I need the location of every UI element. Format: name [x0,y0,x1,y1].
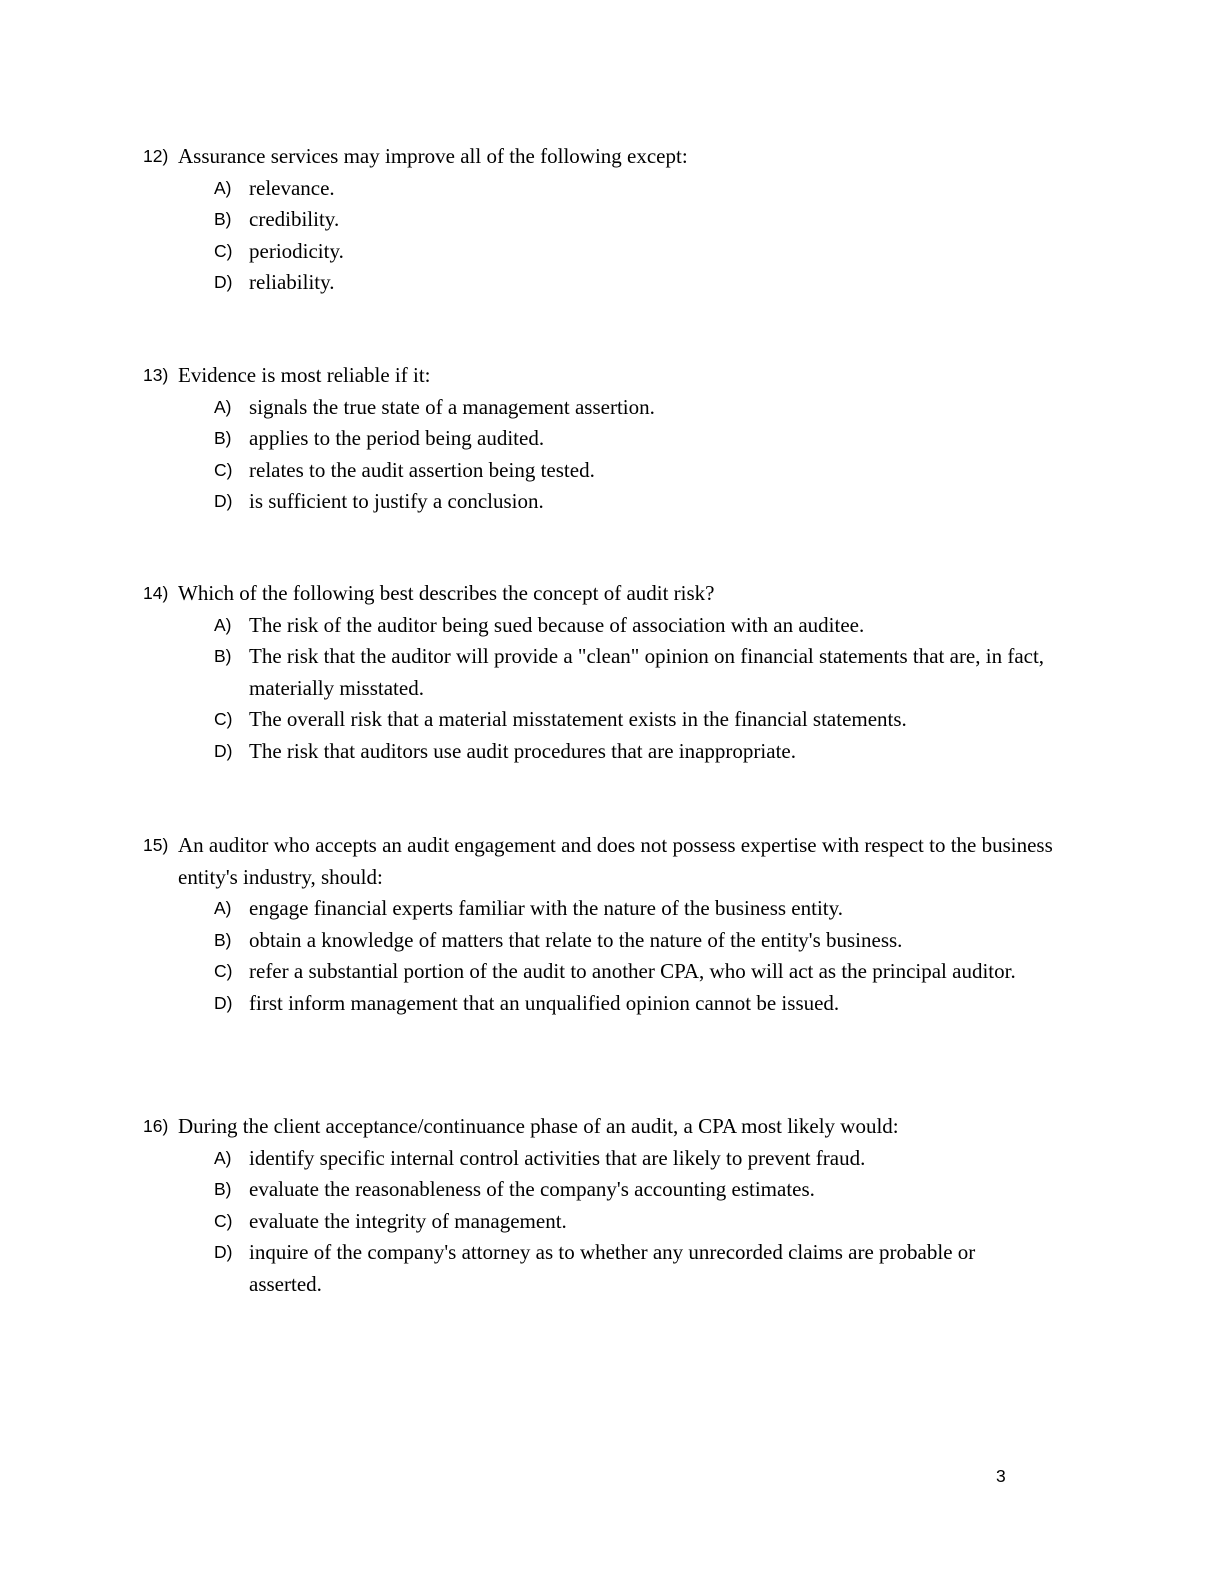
option-text: evaluate the reasonableness of the company's accounting estimates. [249,1177,815,1201]
answer-option [214,486,1063,518]
option-letter: A) [214,177,232,198]
answer-option [214,610,1063,642]
option-text: The risk of the auditor being sued because of association with an auditee. [249,612,865,637]
answer-option [214,988,1063,1020]
question-block [143,578,1063,767]
option-text: relevance. [249,175,335,200]
option-text: is sufficient to justify a conclusion. [249,489,544,513]
question-text: Evidence is most reliable if it: [178,363,431,387]
option-text: refer a substantial portion of the audit to another CPA, who will act as the principal auditor. [249,959,1016,983]
option-text: identify specific internal control activities that are likely to prevent fraud. [249,1145,866,1170]
option-text: obtain a knowledge of matters that relate to the nature of the entity's business. [249,927,903,952]
answer-option [214,267,1063,299]
question-stem [143,830,1063,893]
question-block [143,141,1063,299]
question-stem [143,360,1063,392]
option-text: The risk that the auditor will provide a "clean" opinion on financial statements that are, in fact, materially misstated. [249,644,1045,700]
question-number: 13) [143,365,169,385]
question-number: 14) [143,583,169,603]
option-text: applies to the period being audited. [249,426,545,450]
option-letter: B) [214,209,232,229]
answer-option [214,704,1063,736]
option-letter: A) [214,396,232,417]
option-text: The risk that auditors use audit procedures that are inappropriate. [249,738,796,763]
option-letter: D) [214,491,233,511]
answer-option [214,173,1063,205]
answer-option [214,455,1063,487]
question-block [143,830,1063,1019]
question-stem [143,578,1063,610]
option-text: signals the true state of a management assertion. [249,394,655,419]
page-number: 3 [996,1466,1006,1486]
answer-option [214,956,1063,988]
answer-option [214,736,1063,768]
option-text: relates to the audit assertion being tested. [249,457,595,482]
question-number: 15) [143,835,169,855]
answer-option [214,392,1063,424]
option-text: credibility. [249,207,340,231]
answer-option [214,1174,1063,1206]
option-letter: D) [214,272,233,292]
question-number: 16) [143,1116,169,1136]
answer-option [214,1237,1063,1300]
answer-option [214,925,1063,957]
option-letter: B) [214,929,232,950]
answer-option [214,204,1063,236]
option-letter: C) [214,240,233,261]
question-block [143,360,1063,518]
question-stem [143,141,1063,173]
answer-option [214,1143,1063,1175]
option-text: periodicity. [249,238,344,263]
option-text: evaluate the integrity of management. [249,1208,567,1233]
option-text: reliability. [249,270,335,294]
option-letter: A) [214,1147,232,1168]
question-text: During the client acceptance/continuance phase of an audit, a CPA most likely would: [178,1114,899,1138]
option-letter: C) [214,961,233,981]
question-block [143,1111,1063,1300]
option-letter: D) [214,1242,233,1262]
answer-option [214,893,1063,925]
option-letter: B) [214,646,232,666]
question-stem [143,1111,1063,1143]
question-text: Assurance services may improve all of the following except: [178,144,688,168]
option-text: inquire of the company's attorney as to whether any unrecorded claims are probable or asserted. [249,1240,976,1296]
option-text: first inform management that an unqualified opinion cannot be issued. [249,990,840,1015]
option-letter: B) [214,428,232,448]
answer-option [214,641,1063,704]
option-text: engage financial experts familiar with the nature of the business entity. [249,896,844,920]
option-text: The overall risk that a material misstatement exists in the financial statements. [249,707,907,731]
option-letter: B) [214,1179,232,1199]
option-letter: D) [214,992,233,1013]
option-letter: A) [214,614,232,635]
question-text: An auditor who accepts an audit engagement and does not possess expertise with respect to the business entity's industry, should: [178,833,1053,889]
question-text: Which of the following best describes the concept of audit risk? [178,581,715,605]
option-letter: C) [214,459,233,480]
answer-option [214,236,1063,268]
answer-option [214,1206,1063,1238]
question-number: 12) [143,146,169,166]
answer-option [214,423,1063,455]
option-letter: C) [214,1210,233,1231]
option-letter: D) [214,740,233,761]
option-letter: C) [214,709,233,729]
option-letter: A) [214,898,232,918]
